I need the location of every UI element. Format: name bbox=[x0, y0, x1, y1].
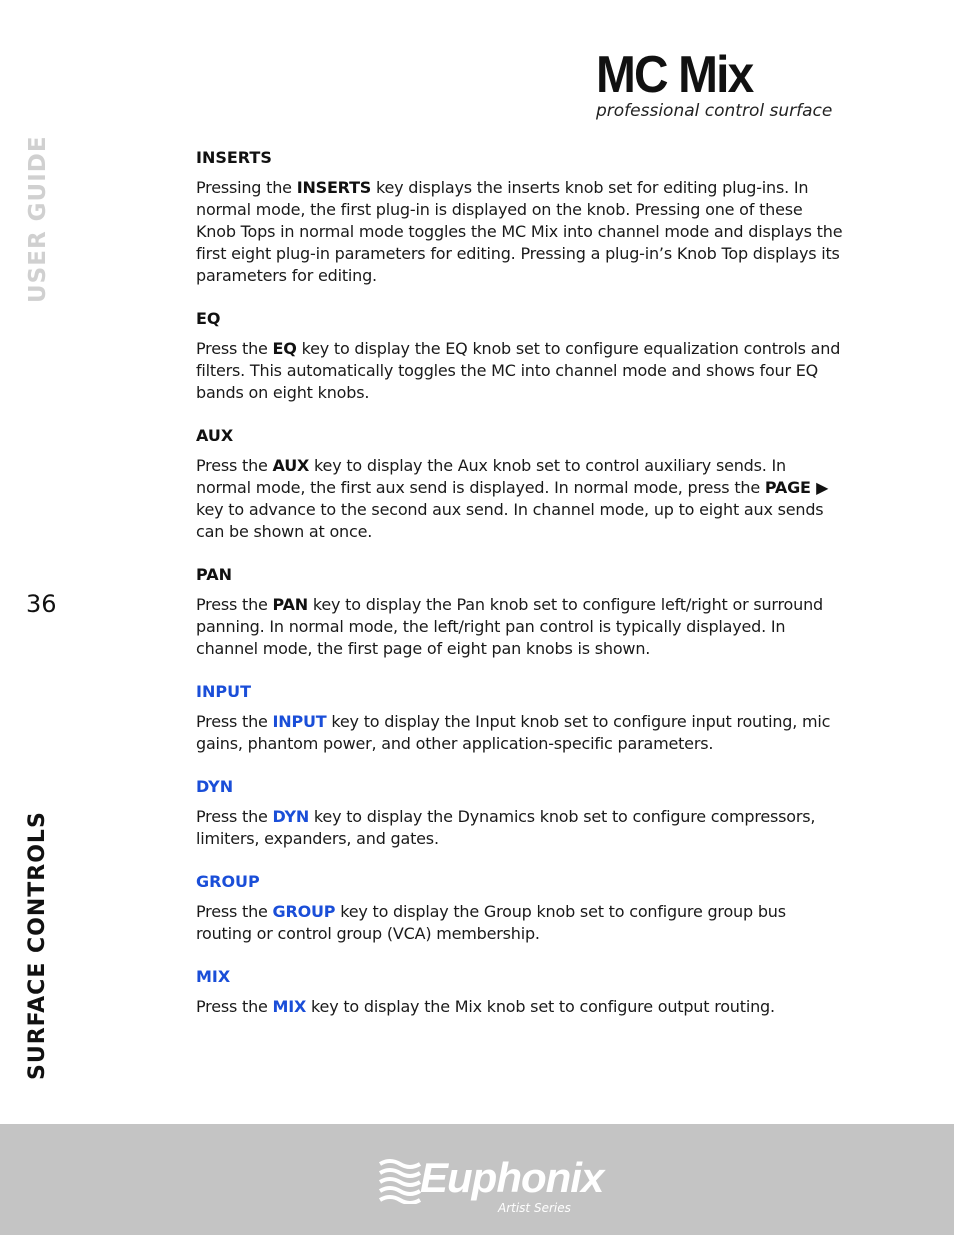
section-body: Press the GROUP key to display the Group knob set to configure group bus routing or control group (VCA) membership. bbox=[196, 902, 786, 943]
key-name: DYN bbox=[272, 807, 310, 826]
sidebar-bottom-label: SURFACE CONTROLS bbox=[25, 811, 50, 1080]
key-name: PAGE ▶ bbox=[764, 478, 829, 497]
section-body: Press the AUX key to display the Aux knob set to control auxiliary sends. In normal mode, the first aux send is displayed. In normal mode, press the PAGE ▶ key to advance to the second aux send. In channel mode, up to eight aux sends can be shown at once. bbox=[196, 456, 829, 541]
main-content bbox=[196, 148, 844, 1040]
section-eq bbox=[196, 309, 844, 404]
section-heading: INPUT bbox=[196, 682, 251, 701]
key-name: AUX bbox=[272, 456, 310, 475]
key-name: INPUT bbox=[272, 712, 327, 731]
section-input bbox=[196, 682, 844, 755]
section-pan bbox=[196, 565, 844, 660]
brand-name: Euphonix bbox=[420, 1154, 604, 1201]
section-mix bbox=[196, 967, 844, 1018]
section-dyn bbox=[196, 777, 844, 850]
section-heading: PAN bbox=[196, 565, 233, 584]
product-title: MC Mix bbox=[596, 46, 753, 104]
section-heading: GROUP bbox=[196, 872, 260, 891]
page-footer bbox=[0, 1124, 954, 1235]
key-name: PAN bbox=[272, 595, 308, 614]
section-heading: AUX bbox=[196, 426, 234, 445]
key-name: INSERTS bbox=[296, 178, 372, 197]
key-name: MIX bbox=[272, 997, 307, 1016]
section-heading: MIX bbox=[196, 967, 231, 986]
product-logo bbox=[596, 46, 846, 121]
section-body: Press the INPUT key to display the Input knob set to configure input routing, mic gains, phantom power, and other application-specific parameters. bbox=[196, 712, 831, 753]
section-heading: EQ bbox=[196, 309, 221, 328]
brand-logo bbox=[378, 1154, 604, 1216]
key-name: EQ bbox=[272, 339, 297, 358]
section-body: Press the MIX key to display the Mix knob set to configure output routing. bbox=[196, 997, 775, 1016]
section-aux bbox=[196, 426, 844, 543]
key-name: GROUP bbox=[272, 902, 336, 921]
page-number: 36 bbox=[26, 590, 57, 618]
section-group bbox=[196, 872, 844, 945]
section-body: Press the DYN key to display the Dynamics knob set to configure compressors, limiters, expanders, and gates. bbox=[196, 807, 816, 848]
brand-series: Artist Series bbox=[498, 1201, 571, 1215]
section-body: Press the PAN key to display the Pan knob set to configure left/right or surround panning. In normal mode, the left/right pan control is typically displayed. In channel mode, the first page of eight pan knobs is shown. bbox=[196, 595, 823, 658]
section-heading: INSERTS bbox=[196, 148, 272, 167]
sidebar-top-label: USER GUIDE bbox=[25, 135, 51, 303]
section-body: Press the EQ key to display the EQ knob set to configure equalization controls and filters. This automatically toggles the MC into channel mode and shows four EQ bands on eight knobs. bbox=[196, 339, 841, 402]
product-subtitle: professional control surface bbox=[596, 101, 833, 121]
section-heading: DYN bbox=[196, 777, 234, 796]
section-inserts bbox=[196, 148, 844, 287]
section-body: Pressing the INSERTS key displays the inserts knob set for editing plug-ins. In normal mode, the first plug-in is displayed on the knob. Pressing one of these Knob Tops in normal mode toggles the MC Mix into channel mode and displays the first eight plug-in parameters for editing. Pressing a plug-in’s Knob Top displays its parameters for editing. bbox=[196, 178, 843, 285]
waves-icon bbox=[378, 1156, 422, 1204]
